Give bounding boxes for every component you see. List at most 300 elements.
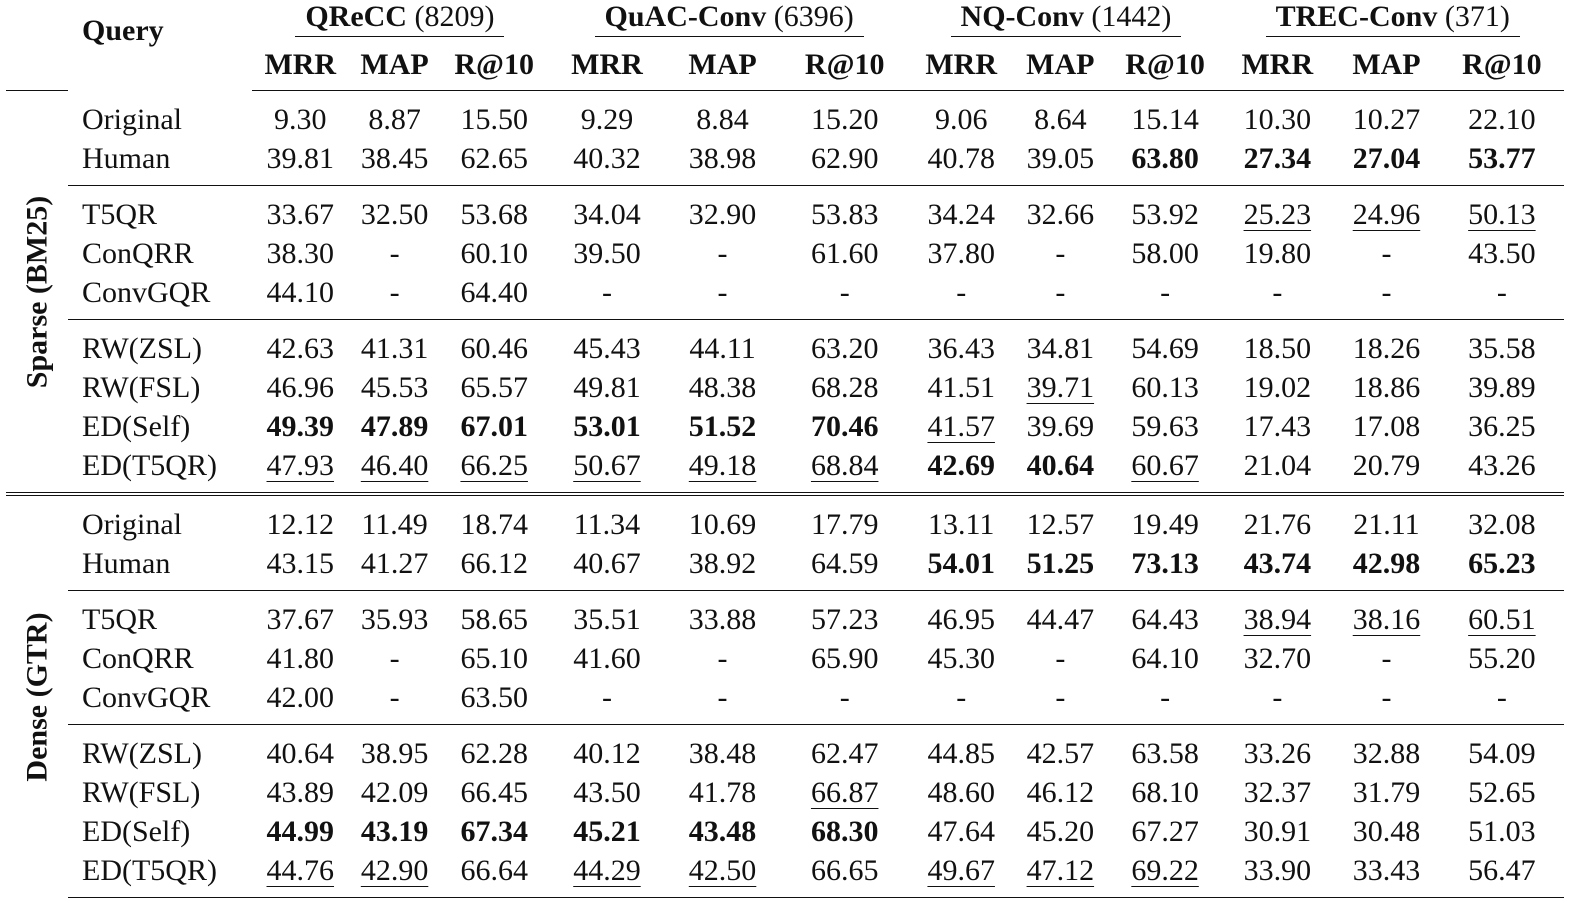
query-name-cell: ConQRR <box>82 237 194 270</box>
value-cell <box>779 273 910 320</box>
value-cell <box>349 91 441 140</box>
value-text: 57.23 <box>810 603 879 636</box>
table-row <box>6 544 1564 591</box>
value-cell <box>1012 320 1109 369</box>
value-cell <box>779 591 910 640</box>
value-cell <box>779 234 910 273</box>
value-text: 9.29 <box>580 103 634 136</box>
table-row <box>6 186 1564 235</box>
value-text: 42.00 <box>266 681 335 714</box>
value-text: 47.64 <box>927 815 995 848</box>
value-cell <box>252 678 349 725</box>
value-text: 44.85 <box>927 737 995 770</box>
value-cell <box>666 139 779 186</box>
value-text: - <box>1496 276 1507 309</box>
value-cell <box>349 446 441 494</box>
value-text: 65.90 <box>810 642 879 675</box>
value-cell <box>1109 234 1222 273</box>
value-cell <box>548 639 666 678</box>
value-cell <box>666 773 779 812</box>
value-cell <box>779 320 910 369</box>
value-cell <box>910 368 1011 407</box>
value-text: 42.63 <box>266 332 335 365</box>
value-text: 18.86 <box>1352 371 1421 404</box>
value-text: 33.88 <box>688 603 757 636</box>
value-text: 39.71 <box>1026 371 1095 404</box>
value-text: 68.84 <box>810 449 879 482</box>
query-name-cell: RW(ZSL) <box>68 320 252 369</box>
value-cell <box>252 234 349 273</box>
value-cell <box>548 273 666 320</box>
value-cell <box>779 91 910 140</box>
value-text: 27.04 <box>1352 142 1421 175</box>
value-text: 37.80 <box>927 237 995 270</box>
value-cell <box>252 725 349 774</box>
value-text: 22.10 <box>1468 103 1536 136</box>
value-cell <box>252 544 349 591</box>
metric-header-mrr: MRR <box>548 40 666 91</box>
value-text: 65.57 <box>460 371 528 404</box>
value-cell <box>1012 139 1109 186</box>
value-text: 20.79 <box>1352 449 1421 482</box>
value-text: 39.50 <box>573 237 641 270</box>
value-text: 11.49 <box>361 508 428 541</box>
value-cell <box>548 91 666 140</box>
value-text: 8.64 <box>1034 103 1087 136</box>
value-text: - <box>1381 237 1392 270</box>
value-cell <box>1440 234 1564 273</box>
value-text: 60.67 <box>1131 449 1199 482</box>
value-cell <box>1012 273 1109 320</box>
dataset-name: QReCC <box>305 0 407 33</box>
value-text: 53.68 <box>460 198 528 231</box>
value-cell <box>1109 446 1222 494</box>
metric-header-mrr: MRR <box>910 40 1011 91</box>
value-cell <box>1109 139 1222 186</box>
value-cell <box>441 851 548 898</box>
value-text: 43.74 <box>1243 547 1312 580</box>
value-text: 33.90 <box>1243 854 1312 887</box>
value-cell <box>548 544 666 591</box>
value-text: 42.90 <box>360 854 429 887</box>
value-cell <box>1333 139 1440 186</box>
value-cell <box>910 273 1011 320</box>
value-text: 39.69 <box>1026 410 1095 443</box>
value-text: 55.20 <box>1468 642 1536 675</box>
dataset-count: (371) <box>1444 0 1510 33</box>
value-cell <box>1221 678 1333 725</box>
value-cell <box>252 91 349 140</box>
value-text: - <box>1055 642 1066 675</box>
value-text: 38.98 <box>688 142 757 175</box>
value-cell <box>1012 407 1109 446</box>
value-cell <box>1221 494 1333 544</box>
value-text: 49.39 <box>266 410 335 443</box>
query-name-cell: RW(ZSL) <box>68 725 252 774</box>
value-text: 54.01 <box>927 547 995 580</box>
value-cell <box>1333 234 1440 273</box>
value-text: 37.67 <box>266 603 335 636</box>
value-text: 38.95 <box>360 737 429 770</box>
value-text: 12.57 <box>1026 508 1095 541</box>
value-cell <box>666 407 779 446</box>
value-text: 42.69 <box>927 449 995 482</box>
value-text: 53.01 <box>573 410 641 443</box>
table-row <box>6 446 1564 494</box>
value-text: 31.79 <box>1352 776 1421 809</box>
value-cell <box>1221 273 1333 320</box>
value-text: 41.27 <box>360 547 429 580</box>
value-cell <box>1440 407 1564 446</box>
value-cell <box>779 725 910 774</box>
query-column-header: Query <box>82 14 164 47</box>
dataset-header-nq-conv <box>910 0 1221 40</box>
value-cell <box>1440 678 1564 725</box>
value-cell <box>1109 591 1222 640</box>
value-text: 30.48 <box>1352 815 1421 848</box>
value-cell <box>1440 851 1564 898</box>
value-cell <box>349 407 441 446</box>
value-cell <box>1333 678 1440 725</box>
value-cell <box>441 273 548 320</box>
value-cell <box>349 139 441 186</box>
value-cell <box>548 725 666 774</box>
value-cell <box>666 591 779 640</box>
value-cell <box>910 812 1011 851</box>
value-cell <box>349 591 441 640</box>
value-text: 19.02 <box>1243 371 1312 404</box>
value-text: 53.92 <box>1131 198 1199 231</box>
value-text: 42.98 <box>1352 547 1421 580</box>
query-name-cell: ConvGQR <box>82 276 211 309</box>
value-cell <box>548 368 666 407</box>
value-cell <box>1109 320 1222 369</box>
value-cell <box>1221 234 1333 273</box>
value-cell <box>1109 544 1222 591</box>
value-cell <box>1012 773 1109 812</box>
metric-header-r-at-10: R@10 <box>441 40 548 91</box>
value-cell <box>548 320 666 369</box>
value-cell <box>441 639 548 678</box>
value-text: - <box>389 276 400 309</box>
value-text: - <box>1381 276 1392 309</box>
value-cell <box>1109 273 1222 320</box>
value-cell <box>252 139 349 186</box>
value-text: 63.20 <box>810 332 879 365</box>
value-text: 51.52 <box>688 410 757 443</box>
value-cell <box>779 544 910 591</box>
value-text: 27.34 <box>1243 142 1312 175</box>
dataset-header-row <box>6 0 1564 40</box>
value-cell <box>666 91 779 140</box>
value-text: 38.30 <box>266 237 335 270</box>
value-text: 53.77 <box>1468 142 1536 175</box>
metric-header-map: MAP <box>1333 40 1440 91</box>
value-text: 39.89 <box>1468 371 1536 404</box>
value-cell <box>1109 639 1222 678</box>
value-cell <box>666 812 779 851</box>
value-cell <box>1333 407 1440 446</box>
value-cell <box>666 186 779 235</box>
value-cell <box>1012 639 1109 678</box>
value-cell <box>441 773 548 812</box>
value-text: 40.67 <box>573 547 641 580</box>
value-cell <box>252 273 349 320</box>
value-cell <box>441 812 548 851</box>
value-cell <box>441 591 548 640</box>
value-text: - <box>956 681 967 714</box>
value-text: - <box>1381 642 1392 675</box>
value-text: 33.26 <box>1243 737 1312 770</box>
value-cell <box>1012 591 1109 640</box>
value-text: 38.92 <box>688 547 757 580</box>
value-text: - <box>1496 681 1507 714</box>
value-text: 63.50 <box>460 681 528 714</box>
dataset-header-trec-conv <box>1221 0 1564 40</box>
value-cell <box>252 446 349 494</box>
metric-header-map: MAP <box>666 40 779 91</box>
value-text: 60.13 <box>1131 371 1199 404</box>
table-row <box>6 494 1564 544</box>
section-label-cell <box>6 494 68 898</box>
value-cell <box>548 812 666 851</box>
value-text: 34.04 <box>573 198 641 231</box>
value-text: 64.10 <box>1131 642 1199 675</box>
value-text: 10.27 <box>1352 103 1421 136</box>
value-cell <box>441 91 548 140</box>
group-label-header <box>6 0 68 40</box>
value-cell <box>252 639 349 678</box>
value-cell <box>1221 320 1333 369</box>
value-text: 47.89 <box>360 410 429 443</box>
value-text: - <box>717 642 728 675</box>
value-text: 21.76 <box>1243 508 1312 541</box>
value-cell <box>1012 851 1109 898</box>
section-label: Dense (GTR) <box>20 612 54 782</box>
value-text: 35.93 <box>360 603 429 636</box>
value-text: 36.43 <box>927 332 995 365</box>
value-cell <box>666 446 779 494</box>
value-cell <box>1440 773 1564 812</box>
value-text: 13.11 <box>928 508 995 541</box>
value-text: 64.43 <box>1131 603 1199 636</box>
value-text: 12.12 <box>266 508 335 541</box>
value-cell <box>666 234 779 273</box>
value-cell <box>1440 591 1564 640</box>
value-cell <box>1221 851 1333 898</box>
value-cell <box>779 773 910 812</box>
value-cell <box>441 139 548 186</box>
value-cell <box>1012 544 1109 591</box>
value-cell <box>779 494 910 544</box>
value-text: - <box>1055 681 1066 714</box>
value-text: 17.43 <box>1243 410 1312 443</box>
value-cell <box>1012 446 1109 494</box>
value-text: 67.27 <box>1131 815 1199 848</box>
query-name-cell: RW(FSL) <box>82 776 201 809</box>
value-cell <box>1012 678 1109 725</box>
value-cell <box>349 320 441 369</box>
value-cell <box>252 407 349 446</box>
value-text: 58.65 <box>460 603 528 636</box>
value-cell <box>1333 446 1440 494</box>
value-cell <box>441 186 548 235</box>
value-text: 39.05 <box>1026 142 1095 175</box>
value-text: 44.11 <box>689 332 756 365</box>
value-cell <box>910 234 1011 273</box>
table-row <box>6 320 1564 369</box>
value-cell <box>548 678 666 725</box>
value-text: - <box>839 276 850 309</box>
table-row <box>6 234 1564 273</box>
table-row <box>6 812 1564 851</box>
table-row <box>6 639 1564 678</box>
value-cell <box>1012 91 1109 140</box>
value-cell <box>548 851 666 898</box>
value-text: 32.90 <box>688 198 757 231</box>
value-text: - <box>1381 681 1392 714</box>
value-text: 70.46 <box>810 410 879 443</box>
value-text: 46.12 <box>1026 776 1095 809</box>
value-text: 21.11 <box>1353 508 1420 541</box>
value-text: 58.00 <box>1131 237 1199 270</box>
value-text: 48.38 <box>688 371 757 404</box>
value-cell <box>779 812 910 851</box>
value-text: - <box>1160 276 1171 309</box>
value-cell <box>349 639 441 678</box>
value-cell <box>779 851 910 898</box>
value-text: 18.74 <box>460 508 528 541</box>
table-body <box>6 91 1564 898</box>
value-text: 60.46 <box>460 332 528 365</box>
value-text: 64.59 <box>810 547 879 580</box>
value-text: 60.51 <box>1468 603 1536 636</box>
value-text: 45.20 <box>1026 815 1095 848</box>
value-text: 32.70 <box>1243 642 1312 675</box>
value-cell <box>1221 368 1333 407</box>
value-text: 46.95 <box>927 603 995 636</box>
value-cell <box>252 320 349 369</box>
value-text: 15.50 <box>460 103 528 136</box>
section-label-cell <box>6 91 68 495</box>
value-text: 64.40 <box>460 276 528 309</box>
value-text: - <box>956 276 967 309</box>
value-cell <box>1333 186 1440 235</box>
value-text: 17.08 <box>1352 410 1421 443</box>
value-text: 51.25 <box>1026 547 1095 580</box>
value-text: 34.81 <box>1026 332 1095 365</box>
value-cell <box>1221 812 1333 851</box>
value-text: 42.09 <box>360 776 429 809</box>
value-cell <box>910 494 1011 544</box>
value-text: 44.99 <box>266 815 335 848</box>
dataset-name: NQ-Conv <box>960 0 1084 33</box>
value-text: 52.65 <box>1468 776 1536 809</box>
value-cell <box>349 368 441 407</box>
value-text: 41.80 <box>266 642 335 675</box>
value-cell <box>666 725 779 774</box>
metric-header-map: MAP <box>1012 40 1109 91</box>
metric-header-mrr: MRR <box>1221 40 1333 91</box>
value-text: 18.50 <box>1243 332 1312 365</box>
query-name-cell: ED(T5QR) <box>68 851 252 898</box>
value-cell <box>666 273 779 320</box>
value-text: 32.88 <box>1352 737 1421 770</box>
value-text: 32.08 <box>1468 508 1536 541</box>
table-row <box>6 273 1564 320</box>
value-cell <box>441 407 548 446</box>
value-cell <box>666 320 779 369</box>
value-text: 62.28 <box>460 737 528 770</box>
value-cell <box>548 234 666 273</box>
metric-header-map: MAP <box>349 40 441 91</box>
value-cell <box>441 678 548 725</box>
value-text: 41.57 <box>927 410 995 443</box>
value-cell <box>910 591 1011 640</box>
value-text: 45.30 <box>927 642 995 675</box>
value-text: 42.50 <box>688 854 757 887</box>
value-cell <box>1440 446 1564 494</box>
value-cell <box>779 407 910 446</box>
value-cell <box>441 320 548 369</box>
value-cell <box>548 407 666 446</box>
value-text: 73.13 <box>1131 547 1199 580</box>
value-cell <box>1440 812 1564 851</box>
value-cell <box>910 320 1011 369</box>
value-text: 43.19 <box>360 815 429 848</box>
value-text: 44.10 <box>266 276 335 309</box>
value-cell <box>1109 407 1222 446</box>
value-text: 68.30 <box>810 815 879 848</box>
value-cell <box>1221 407 1333 446</box>
value-text: 44.47 <box>1026 603 1095 636</box>
value-cell <box>548 773 666 812</box>
value-cell <box>1109 851 1222 898</box>
value-cell <box>1109 368 1222 407</box>
value-text: - <box>717 681 728 714</box>
value-text: 41.78 <box>688 776 757 809</box>
table-row <box>6 591 1564 640</box>
value-cell <box>1012 234 1109 273</box>
value-text: 34.24 <box>927 198 995 231</box>
value-text: 43.15 <box>266 547 335 580</box>
value-text: 46.40 <box>360 449 429 482</box>
value-cell <box>252 368 349 407</box>
metric-header-r-at-10: R@10 <box>1440 40 1564 91</box>
value-cell <box>1333 725 1440 774</box>
value-cell <box>1221 591 1333 640</box>
value-cell <box>910 851 1011 898</box>
value-cell <box>548 591 666 640</box>
value-text: 66.64 <box>460 854 528 887</box>
dataset-count: (8209) <box>414 0 495 33</box>
value-text: 40.64 <box>1026 449 1095 482</box>
value-text: 66.65 <box>810 854 879 887</box>
value-cell <box>441 725 548 774</box>
value-cell <box>349 725 441 774</box>
value-text: 15.20 <box>810 103 879 136</box>
value-text: 18.26 <box>1352 332 1421 365</box>
value-cell <box>1333 851 1440 898</box>
value-text: 15.14 <box>1131 103 1199 136</box>
value-cell <box>548 494 666 544</box>
query-name-cell: T5QR <box>68 591 252 640</box>
value-cell <box>1012 186 1109 235</box>
value-cell <box>1109 494 1222 544</box>
value-cell <box>910 139 1011 186</box>
value-cell <box>441 494 548 544</box>
value-cell <box>1440 639 1564 678</box>
